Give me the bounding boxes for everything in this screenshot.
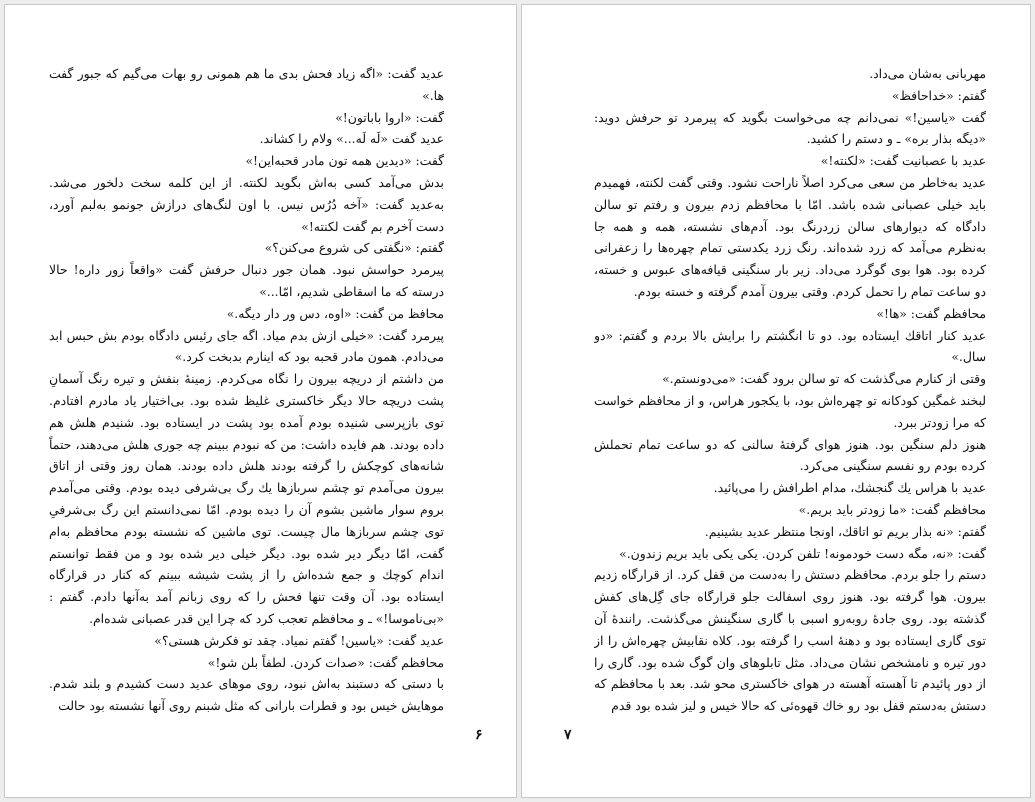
paragraph: گفتم: «خداحافظ» <box>891 87 986 103</box>
paragraph: من داشتم از دریچه بیرون را نگاه می‌کردم. زمینهٔ بنفش و تیره رنگ آسمانِ پشت دریچه حالا دیگر خاکستری غلیظ شده بود. بی‌اختیار یاد مادرم افتادم. توی بازپرسی شنیده بودم آمده بود پشت در ایستاده بود. شنیدم هلش هم داده بودند. هم فایده داشت: من که نبودم ببینم چه جوری هلش می‌دهند، حتماً شانه‌های کوچکش را گرفته بودند هلش داده بودند. همان روز وقتی از اتاق بیرون می‌آمدم تو چشم سربازها یك رگ بی‌شرفی دیده بودم. وقتی می‌آمدم بروم سوار ماشین بشوم آن را دیده بودم. امّا نمی‌دانستم این رگ بی‌شرفیِ توی چشم سربازها مال چیست. توی ماشین که نشسته بودم محافظم به‌ام گفت، امّا دیگر دیر شده بود. دیگر خیلی دیر شده بود و من فقط توانستم اندام کوچك و جمع شده‌اش را از پشت شیشه ببینم که کنار در قرارگاه ایستاده بود. آن وقت تنها فحش را که روی زبانم آمد به‌آنها دادم. گفتم : «بی‌ناموسا!» ـ و محافظم تعجب کرد که چرا این قدر عصبانی شده‌ام. <box>49 371 444 626</box>
paragraph: پیرمرد گفت: «خیلی ازش بدم میاد. اگه جای رئیس دادگاه بودم بش حبس ابد می‌دادم. همون مادر قحبه بود که اینارم بدبخت کرد.» <box>49 327 444 365</box>
page-number: ۶ <box>475 727 483 743</box>
paragraph: عدید با عصبانیت گفت: «لکنته!» <box>820 153 986 169</box>
paragraph: عدید گفت: «یاسین! گفتم نمیاد. چقد تو فکرش هستی؟» <box>154 632 444 648</box>
paragraph: گفت: «اروا باباتون!» <box>335 109 444 125</box>
paragraph: هنوز دلم سنگین بود. هنوز هوای گرفتهٔ سالنی که دو ساعت تمام تحملش کرده بودم رو نفسم سنگینی می‌کرد. <box>594 436 986 474</box>
paragraph: گفت: «دیدین همه تون مادر قحبه‌این!» <box>245 153 444 169</box>
paragraph: محافظم گفت: «صدات کردن. لطفاً بلن شو!» <box>207 654 444 670</box>
page-number: ۷ <box>564 727 572 743</box>
paragraph: محافظم گفت: «ما زودتر باید بریم.» <box>798 501 986 517</box>
paragraph: عدید به‌خاطر من سعی می‌کرد اصلاً ناراحت نشود. وقتی گفت لکنته، فهمیدم باید خیلی عصبانی شده باشد. امّا با محافظم زدم بیرون و رفتم تو سالن دادگاه که دیوارهای سالن زردرنگ بود. آدم‌های نشسته، همه و همه جا به‌نظرم می‌آمد که زرد شده‌اند. رنگ زرد یکدستی تمام چهره‌ها را زعفرانی کرده بود. هوا بوی گوگرد می‌داد. زیر بار سنگینی قیافه‌های عبوس و خسته، دو ساعت تمام را تحمل کردم. وقتی بیرون آمدم گرفته و خسته بودم. <box>594 174 986 299</box>
paragraph: گفت: «نه، مگه دست خودمونه! تلفن کردن. یکی یکی باید بریم زندون.» <box>619 545 986 561</box>
paragraph: محافظم گفت: «ها!» <box>876 305 986 321</box>
paragraph: با دستی که دستبند به‌اش نبود، روی موهای عدید دست کشیدم و بلند شدم. موهایش خیس بود و قطرات بارانی که مثل شبنم روی آنها نشسته بود حالت <box>49 676 444 714</box>
right-page-text <box>594 63 986 735</box>
paragraph: گفتم: «نه بذار بریم تو اتاقك، اونجا منتظر عدید بشینیم. <box>704 523 986 539</box>
paragraph: عدید با هراس یك گنجشك، مدام اطرافش را می‌پائید. <box>713 480 986 496</box>
paragraph: وقتی از کنارم می‌گذشت که تو سالن برود گفت: «می‌دونستم.» <box>662 371 986 387</box>
left-page-text <box>49 63 444 735</box>
paragraph: دستم را جلو بردم. محافظم دستش را به‌دست من قفل کرد. از قرارگاه زدیم بیرون. هوا گرفته بود. هنوز روی اسفالت جلو قرارگاه جای گِل‌های کفش گذشته بود. روی جادهٔ روبه‌رو اسبی با گاری سنگینش می‌گذشت. رانندهٔ آن توی گاری ایستاده بود و دهنهٔ اسب را گرفته بود. کلاه نقابیش چهره‌اش را از دور تیره و نامشخص نشان می‌داد. مثل تابلوهای وان گوگ شده بود. گاری را از دور پائیدم تا آهسته آهسته در هوای خاکستری محو شد. بعد با محافظم که دستش به‌دستم قفل بود رو خاك قهوه‌ئی که حالا خیس و لیز شده بود قدم <box>594 567 986 714</box>
paragraph: گفتم: «نگفتی کی شروع می‌کنن؟» <box>264 240 444 256</box>
paragraph: محافظ من گفت: «اوه، دس ور دار دیگه.» <box>226 305 444 321</box>
paragraph: لبخند غمگین کودکانه تو چهره‌اش بود، با یکجور هراس، و از محافظم خواست که مرا زودتر ببرد. <box>594 392 986 430</box>
right-page <box>521 4 1031 798</box>
paragraph: عدید کنار اتاقك ایستاده بود. دو تا انگشتم را برایش بالا بردم و گفتم: «دو سال.» <box>594 327 986 365</box>
paragraph: مهربانی به‌شان می‌داد. <box>869 66 986 81</box>
paragraph: عدید گفت: «اگه زیاد فحش بدی ما هم همونی رو بهات می‌گیم که جبور گفت ها.» <box>49 66 444 103</box>
paragraph: گفت «یاسین!» نمی‌دانم چه می‌خواست بگوید که پیرمرد تو حرفش دوید: «دیگه بذار بره» ـ و دستم را کشید. <box>594 109 986 147</box>
paragraph: بدش می‌آمد کسی به‌اش بگوید لکنته. از این کلمه سخت دلخور می‌شد. به‌عدید گفت: «آخه دُرُس نیس. با اون لنگ‌های درازش جونمو به‌لبم آورد، دست آخرم بم گفت لکنته!» <box>49 174 444 234</box>
paragraph: پیرمرد حواسش نبود. همان جور دنبال حرفش گفت «واقعاً زور داره! حالا درسته که ما اسقاطی شدیم، امّا...» <box>49 262 444 299</box>
paragraph: عدید گفت «لَه لَه...» ولام را کشاند. <box>259 131 444 147</box>
left-page <box>4 4 517 798</box>
